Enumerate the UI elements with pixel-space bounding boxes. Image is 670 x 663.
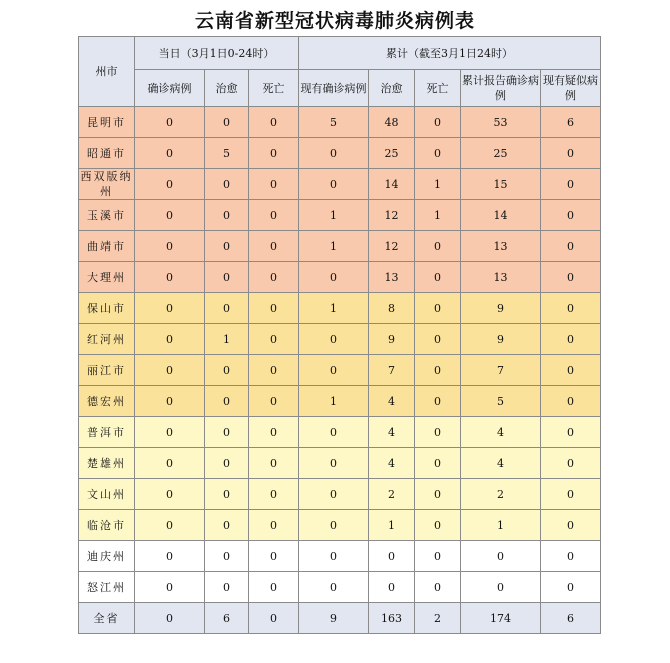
table-row <box>79 262 601 293</box>
value-cell: 0 <box>135 107 205 138</box>
value-cell: 0 <box>205 355 249 386</box>
value-cell: 0 <box>249 324 299 355</box>
value-cell: 0 <box>541 231 601 262</box>
value-cell: 48 <box>369 107 415 138</box>
value-cell: 1 <box>461 510 541 541</box>
value-cell: 0 <box>135 169 205 200</box>
value-cell: 0 <box>249 169 299 200</box>
value-cell: 0 <box>415 262 461 293</box>
value-cell: 0 <box>205 107 249 138</box>
value-cell: 9 <box>369 324 415 355</box>
table-row <box>79 386 601 417</box>
value-cell: 0 <box>415 107 461 138</box>
value-cell: 0 <box>205 510 249 541</box>
value-cell: 0 <box>249 603 299 634</box>
value-cell: 6 <box>541 107 601 138</box>
table-row <box>79 293 601 324</box>
value-cell: 0 <box>135 138 205 169</box>
value-cell: 0 <box>205 386 249 417</box>
city-cell: 昭通市 <box>79 138 135 169</box>
table-row <box>79 448 601 479</box>
value-cell: 7 <box>369 355 415 386</box>
value-cell: 0 <box>205 417 249 448</box>
value-cell: 0 <box>415 510 461 541</box>
value-cell: 0 <box>415 572 461 603</box>
value-cell: 0 <box>135 293 205 324</box>
value-cell: 13 <box>461 262 541 293</box>
city-cell: 红河州 <box>79 324 135 355</box>
city-cell: 楚雄州 <box>79 448 135 479</box>
city-cell: 全省 <box>79 603 135 634</box>
value-cell: 0 <box>135 572 205 603</box>
header-current-confirmed: 现有确诊病例 <box>299 70 369 107</box>
value-cell: 0 <box>299 355 369 386</box>
value-cell: 0 <box>249 572 299 603</box>
value-cell: 1 <box>299 293 369 324</box>
header-today-cured: 治愈 <box>205 70 249 107</box>
value-cell: 4 <box>461 448 541 479</box>
city-cell: 丽江市 <box>79 355 135 386</box>
city-cell: 西双版纳州 <box>80 170 133 198</box>
value-cell: 0 <box>541 324 601 355</box>
value-cell: 0 <box>205 541 249 572</box>
value-cell: 0 <box>205 262 249 293</box>
header-current-suspected: 现有疑似病例 <box>541 70 601 107</box>
value-cell: 4 <box>369 448 415 479</box>
value-cell: 2 <box>415 603 461 634</box>
city-cell: 昆明市 <box>79 107 135 138</box>
value-cell: 0 <box>135 355 205 386</box>
value-cell: 0 <box>415 138 461 169</box>
table-row <box>79 417 601 448</box>
value-cell: 0 <box>541 138 601 169</box>
page-title: 云南省新型冠状病毒肺炎病例表 <box>194 10 475 32</box>
value-cell: 0 <box>249 200 299 231</box>
value-cell: 0 <box>135 262 205 293</box>
value-cell: 0 <box>541 572 601 603</box>
value-cell: 0 <box>415 231 461 262</box>
value-cell: 163 <box>369 603 415 634</box>
case-table <box>78 36 601 634</box>
value-cell: 0 <box>299 169 369 200</box>
value-cell: 1 <box>415 169 461 200</box>
value-cell: 0 <box>249 510 299 541</box>
value-cell: 0 <box>461 541 541 572</box>
header-today-deaths: 死亡 <box>249 70 299 107</box>
value-cell: 1 <box>369 510 415 541</box>
header-total-confirmed: 累计报告确诊病例 <box>461 70 541 107</box>
value-cell: 4 <box>369 386 415 417</box>
value-cell: 0 <box>415 324 461 355</box>
value-cell: 12 <box>369 231 415 262</box>
value-cell: 25 <box>461 138 541 169</box>
value-cell: 2 <box>461 479 541 510</box>
value-cell: 7 <box>461 355 541 386</box>
value-cell: 0 <box>135 541 205 572</box>
city-cell: 临沧市 <box>79 510 135 541</box>
value-cell: 0 <box>205 572 249 603</box>
value-cell: 15 <box>461 169 541 200</box>
value-cell: 5 <box>299 107 369 138</box>
value-cell: 1 <box>299 231 369 262</box>
value-cell: 6 <box>205 603 249 634</box>
value-cell: 0 <box>135 324 205 355</box>
value-cell: 1 <box>299 386 369 417</box>
value-cell: 0 <box>205 448 249 479</box>
value-cell: 0 <box>541 386 601 417</box>
city-cell: 怒江州 <box>79 572 135 603</box>
value-cell: 0 <box>541 510 601 541</box>
value-cell: 0 <box>415 448 461 479</box>
value-cell: 0 <box>135 386 205 417</box>
value-cell: 13 <box>369 262 415 293</box>
value-cell: 0 <box>249 231 299 262</box>
value-cell: 9 <box>299 603 369 634</box>
city-cell: 德宏州 <box>79 386 135 417</box>
value-cell: 14 <box>369 169 415 200</box>
value-cell: 0 <box>249 448 299 479</box>
value-cell: 0 <box>249 355 299 386</box>
value-cell: 0 <box>299 479 369 510</box>
value-cell: 0 <box>249 262 299 293</box>
value-cell: 0 <box>299 448 369 479</box>
value-cell: 0 <box>541 479 601 510</box>
header-total-cured: 治愈 <box>369 70 415 107</box>
table-row <box>79 231 601 262</box>
value-cell: 0 <box>135 479 205 510</box>
value-cell: 0 <box>249 293 299 324</box>
value-cell: 4 <box>461 417 541 448</box>
value-cell: 14 <box>461 200 541 231</box>
value-cell: 25 <box>369 138 415 169</box>
value-cell: 4 <box>369 417 415 448</box>
value-cell: 0 <box>541 169 601 200</box>
value-cell: 0 <box>541 293 601 324</box>
header-city: 州市 <box>79 37 135 107</box>
value-cell: 1 <box>205 324 249 355</box>
table-row <box>79 510 601 541</box>
value-cell: 0 <box>541 448 601 479</box>
value-cell: 0 <box>249 417 299 448</box>
table-row <box>79 355 601 386</box>
value-cell: 12 <box>369 200 415 231</box>
value-cell: 0 <box>135 510 205 541</box>
value-cell: 0 <box>205 293 249 324</box>
value-cell: 0 <box>415 355 461 386</box>
value-cell: 0 <box>541 262 601 293</box>
city-cell: 大理州 <box>79 262 135 293</box>
value-cell: 0 <box>299 541 369 572</box>
table-row <box>79 324 601 355</box>
value-cell: 0 <box>299 572 369 603</box>
header-total-deaths: 死亡 <box>415 70 461 107</box>
value-cell: 13 <box>461 231 541 262</box>
table-row <box>79 169 601 200</box>
value-cell: 1 <box>299 200 369 231</box>
value-cell: 0 <box>299 138 369 169</box>
table-row <box>79 138 601 169</box>
table-row <box>79 603 601 634</box>
value-cell: 0 <box>135 200 205 231</box>
city-cell: 普洱市 <box>79 417 135 448</box>
value-cell: 5 <box>461 386 541 417</box>
header-today: 当日（3月1日0-24时） <box>135 37 299 70</box>
value-cell: 0 <box>249 138 299 169</box>
city-cell: 迪庆州 <box>79 541 135 572</box>
value-cell: 5 <box>205 138 249 169</box>
value-cell: 53 <box>461 107 541 138</box>
value-cell: 0 <box>541 200 601 231</box>
table-row <box>79 572 601 603</box>
value-cell: 0 <box>205 169 249 200</box>
city-cell: 文山州 <box>79 479 135 510</box>
value-cell: 2 <box>369 479 415 510</box>
value-cell: 0 <box>369 572 415 603</box>
value-cell: 8 <box>369 293 415 324</box>
value-cell: 0 <box>135 417 205 448</box>
value-cell: 174 <box>461 603 541 634</box>
value-cell: 6 <box>541 603 601 634</box>
value-cell: 0 <box>415 386 461 417</box>
city-cell: 玉溪市 <box>79 200 135 231</box>
value-cell: 0 <box>415 479 461 510</box>
value-cell: 0 <box>135 448 205 479</box>
value-cell: 0 <box>415 417 461 448</box>
value-cell: 1 <box>415 200 461 231</box>
value-cell: 0 <box>415 293 461 324</box>
value-cell: 0 <box>249 386 299 417</box>
value-cell: 0 <box>415 541 461 572</box>
table-body <box>79 107 601 634</box>
table-row <box>79 107 601 138</box>
value-cell: 0 <box>461 572 541 603</box>
value-cell: 0 <box>541 417 601 448</box>
value-cell: 9 <box>461 293 541 324</box>
value-cell: 0 <box>135 231 205 262</box>
value-cell: 0 <box>249 541 299 572</box>
header-today-confirmed: 确诊病例 <box>135 70 205 107</box>
value-cell: 0 <box>249 479 299 510</box>
value-cell: 0 <box>205 200 249 231</box>
city-cell: 曲靖市 <box>79 231 135 262</box>
value-cell: 0 <box>541 355 601 386</box>
value-cell: 0 <box>299 417 369 448</box>
header-cumulative: 累计（截至3月1日24时） <box>299 37 601 70</box>
value-cell: 0 <box>541 541 601 572</box>
value-cell: 0 <box>249 107 299 138</box>
value-cell: 0 <box>299 324 369 355</box>
city-cell: 保山市 <box>79 293 135 324</box>
table-row <box>79 541 601 572</box>
value-cell: 0 <box>369 541 415 572</box>
value-cell: 0 <box>205 231 249 262</box>
value-cell: 0 <box>299 262 369 293</box>
value-cell: 0 <box>299 510 369 541</box>
value-cell: 9 <box>461 324 541 355</box>
table-row <box>79 479 601 510</box>
value-cell: 0 <box>205 479 249 510</box>
value-cell: 0 <box>135 603 205 634</box>
table-row <box>79 200 601 231</box>
